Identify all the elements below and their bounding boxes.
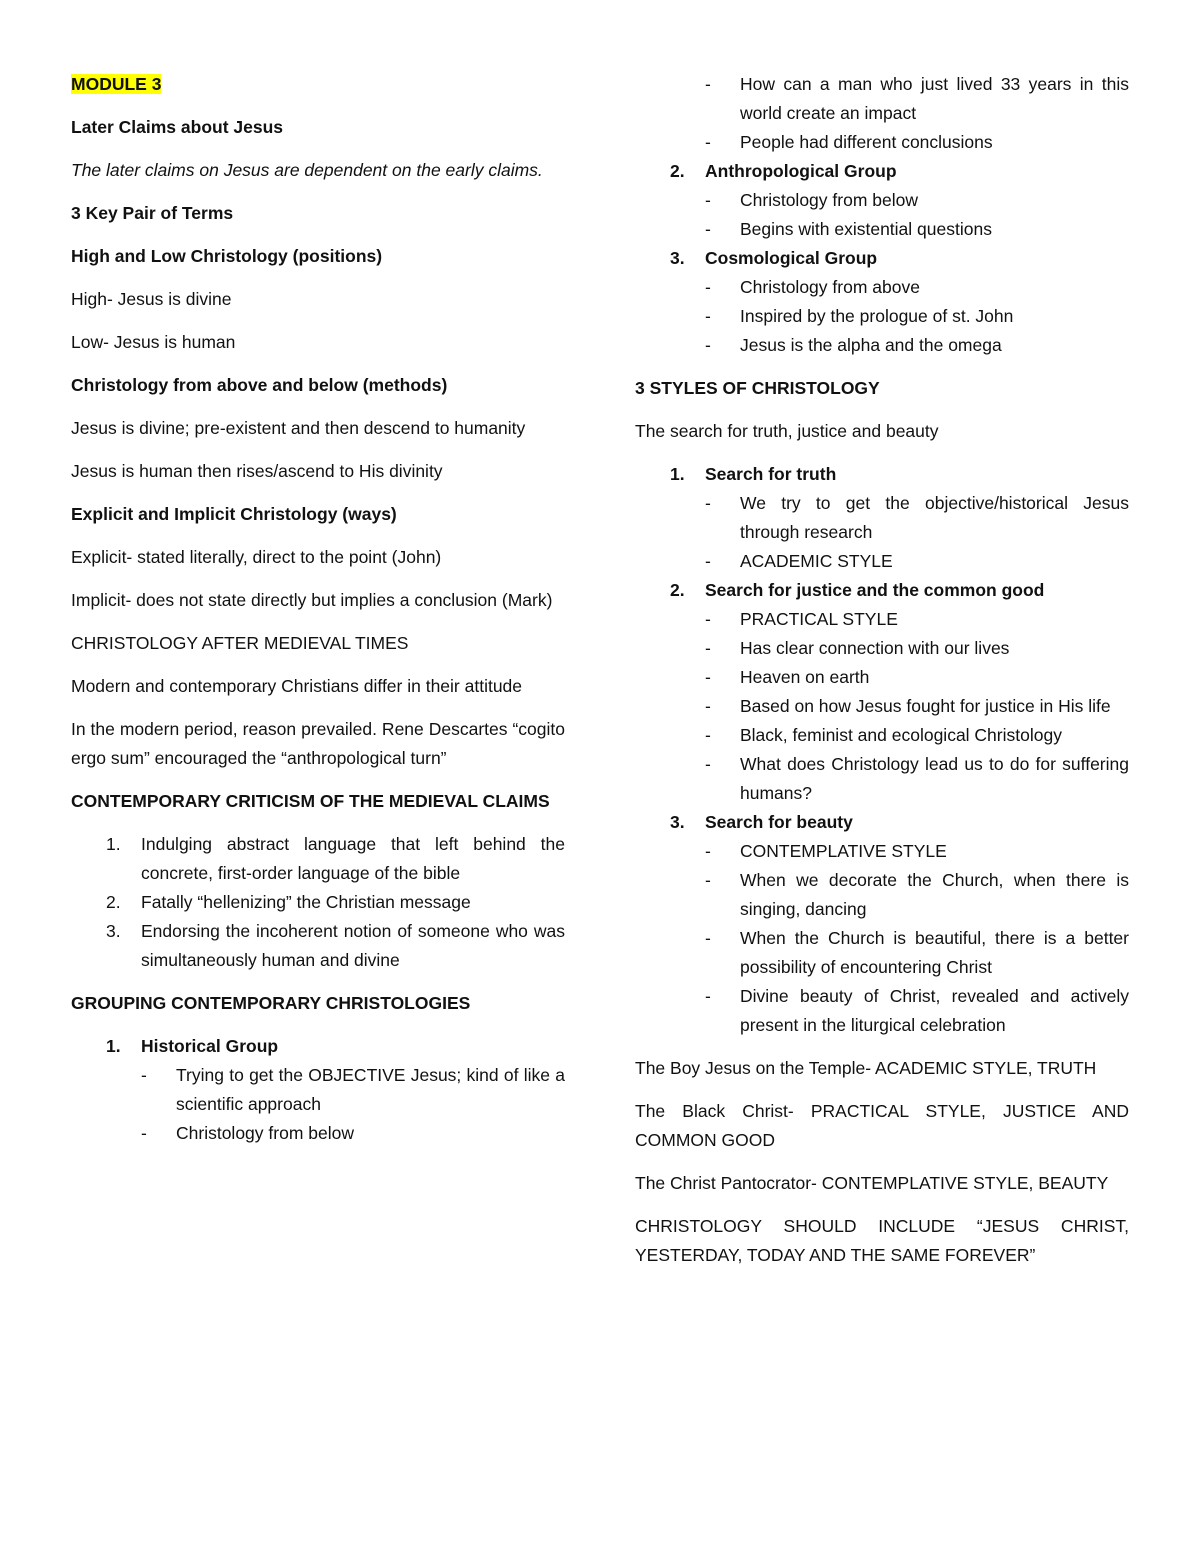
list-item: 3. Search for beauty - CONTEMPLATIVE STYLE - When we decorate the Church, when there is singing, dancing - When the Church is beautiful, there is a better possibility of encountering Christ - Divine beauty of Christ, revealed and actively present in the liturgical celebration bbox=[635, 808, 1129, 1040]
list-item: - Christology from below bbox=[141, 1119, 565, 1148]
criticism-title: CONTEMPORARY CRITICISM OF THE MEDIEVAL CLAIMS bbox=[71, 791, 550, 811]
list-item: - PRACTICAL STYLE bbox=[705, 605, 1129, 634]
list-item: - Christology from above bbox=[705, 273, 1129, 302]
styles-title: 3 STYLES OF CHRISTOLOGY bbox=[635, 378, 880, 398]
above-definition: Jesus is divine; pre-existent and then descend to humanity bbox=[71, 418, 526, 438]
list-item: - When we decorate the Church, when there is singing, dancing bbox=[705, 866, 1129, 924]
historical-sublist bbox=[141, 1061, 565, 1148]
grouping-title: GROUPING CONTEMPORARY CHRISTOLOGIES bbox=[71, 993, 471, 1013]
list-item: - Begins with existential questions bbox=[705, 215, 1129, 244]
right-column bbox=[635, 70, 1129, 1284]
list-item: - Based on how Jesus fought for justice in His life bbox=[705, 692, 1129, 721]
cosmological-sublist bbox=[705, 273, 1129, 360]
after-medieval-title: CHRISTOLOGY AFTER MEDIEVAL TIMES bbox=[71, 633, 409, 653]
implicit-definition: Implicit- does not state directly but implies a conclusion (Mark) bbox=[71, 590, 553, 610]
justice-sublist bbox=[705, 605, 1129, 808]
historical-continued-sublist bbox=[705, 70, 1129, 157]
list-item: - Black, feminist and ecological Christology bbox=[705, 721, 1129, 750]
low-definition: Low- Jesus is human bbox=[71, 332, 236, 352]
list-item: - ACADEMIC STYLE bbox=[705, 547, 1129, 576]
list-item: 3. Endorsing the incoherent notion of someone who was simultaneously human and divine bbox=[106, 921, 565, 970]
list-item: 1. Indulging abstract language that left behind the concrete, first-order language of the bible bbox=[106, 834, 565, 883]
list-item: - Divine beauty of Christ, revealed and actively present in the liturgical celebration bbox=[705, 982, 1129, 1040]
list-item: - What does Christology lead us to do for suffering humans? bbox=[705, 750, 1129, 808]
high-low-title: High and Low Christology (positions) bbox=[71, 246, 383, 266]
grouping-list bbox=[71, 1032, 565, 1148]
black-christ-line: The Black Christ- PRACTICAL STYLE, JUSTICE AND COMMON GOOD bbox=[635, 1101, 1129, 1150]
truth-sublist bbox=[705, 489, 1129, 576]
list-item: 1. Historical Group - Trying to get the OBJECTIVE Jesus; kind of like a scientific approach - Christology from below bbox=[71, 1032, 565, 1148]
module-heading: MODULE 3 bbox=[71, 74, 162, 94]
explicit-implicit-title: Explicit and Implicit Christology (ways) bbox=[71, 504, 397, 524]
list-item: - CONTEMPLATIVE STYLE bbox=[705, 837, 1129, 866]
groups-list bbox=[635, 157, 1129, 360]
styles-list bbox=[635, 460, 1129, 1040]
criticism-list bbox=[71, 830, 565, 975]
list-item: - Trying to get the OBJECTIVE Jesus; kind of like a scientific approach bbox=[141, 1061, 565, 1119]
list-item: 1. Search for truth - We try to get the objective/historical Jesus through research - ACADEMIC STYLE bbox=[635, 460, 1129, 576]
boy-jesus-line: The Boy Jesus on the Temple- ACADEMIC STYLE, TRUTH bbox=[635, 1058, 1097, 1078]
list-item: 2. Fatally “hellenizing” the Christian message bbox=[106, 892, 471, 912]
above-below-title: Christology from above and below (methods) bbox=[71, 375, 448, 395]
anthropological-sublist bbox=[705, 186, 1129, 244]
modern-period: In the modern period, reason prevailed. Rene Descartes “cogito ergo sum” encouraged the “anthropological turn” bbox=[71, 719, 565, 768]
list-item: 2. Anthropological Group - Christology from below - Begins with existential questions bbox=[635, 157, 1129, 244]
list-item: 2. Search for justice and the common good - PRACTICAL STYLE - Has clear connection with our lives - Heaven on earth - Based on how Jesus fought for justice in His life - Black, feminist and ecological Christology - What does Christology lead us to do for suffering humans? bbox=[635, 576, 1129, 808]
modern-attitude: Modern and contemporary Christians differ in their attitude bbox=[71, 676, 523, 696]
list-item: - Heaven on earth bbox=[705, 663, 1129, 692]
pantocrator-line: The Christ Pantocrator- CONTEMPLATIVE STYLE, BEAUTY bbox=[635, 1173, 1109, 1193]
styles-intro: The search for truth, justice and beauty bbox=[635, 421, 939, 441]
list-item: - We try to get the objective/historical Jesus through research bbox=[705, 489, 1129, 547]
later-claims-title: Later Claims about Jesus bbox=[71, 117, 284, 137]
list-item: - How can a man who just lived 33 years in this world create an impact bbox=[705, 70, 1129, 128]
left-column bbox=[71, 70, 565, 1162]
list-item: - People had different conclusions bbox=[705, 128, 1129, 157]
list-item: - Jesus is the alpha and the omega bbox=[705, 331, 1129, 360]
list-item: - When the Church is beautiful, there is a better possibility of encountering Christ bbox=[705, 924, 1129, 982]
list-item: - Inspired by the prologue of st. John bbox=[705, 302, 1129, 331]
high-definition: High- Jesus is divine bbox=[71, 289, 232, 309]
beauty-sublist bbox=[705, 837, 1129, 1040]
conclusion-line: CHRISTOLOGY SHOULD INCLUDE “JESUS CHRIST, YESTERDAY, TODAY AND THE SAME FOREVER” bbox=[635, 1216, 1129, 1265]
list-item: - Christology from below bbox=[705, 186, 1129, 215]
list-item: 3. Cosmological Group - Christology from above - Inspired by the prologue of st. John - Jesus is the alpha and the omega bbox=[635, 244, 1129, 360]
later-claims-intro: The later claims on Jesus are dependent on the early claims. bbox=[71, 160, 543, 180]
explicit-definition: Explicit- stated literally, direct to the point (John) bbox=[71, 547, 442, 567]
list-item: - Has clear connection with our lives bbox=[705, 634, 1129, 663]
key-pair-title: 3 Key Pair of Terms bbox=[71, 203, 234, 223]
below-definition: Jesus is human then rises/ascend to His divinity bbox=[71, 461, 443, 481]
